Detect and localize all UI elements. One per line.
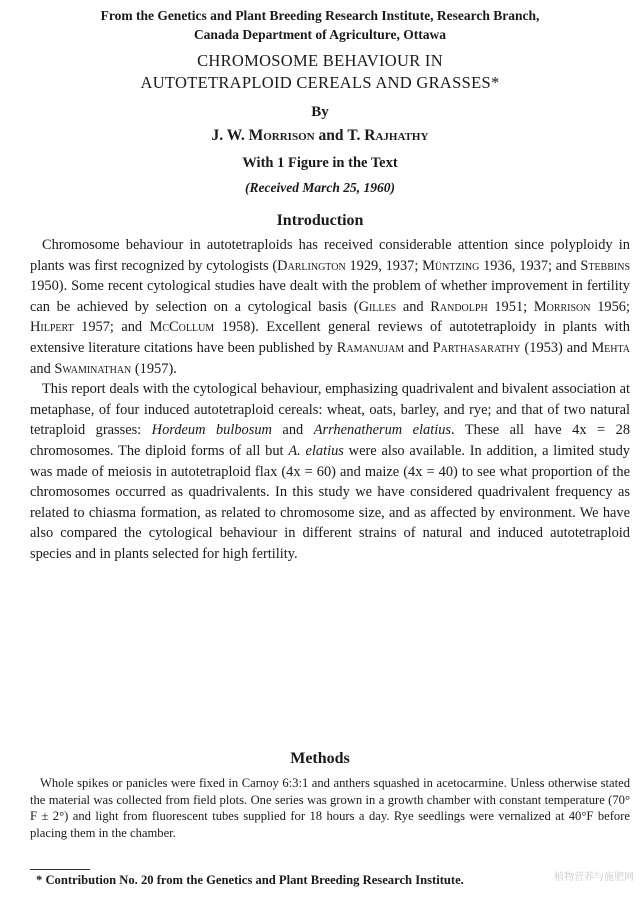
text-run: and [396, 298, 431, 315]
title-line-1: CHROMOSOME BEHAVIOUR IN [197, 51, 443, 70]
author-1: J. W. Morrison [211, 127, 315, 144]
text-run: 1936, 1937; and [479, 257, 581, 274]
figure-note: With 1 Figure in the Text [242, 155, 398, 171]
citation-author: Randolph [430, 298, 488, 315]
text-run: 1929, 1937; [345, 257, 423, 274]
citation-author: Ramanujam [336, 339, 405, 356]
methods-heading: Methods [290, 750, 350, 767]
footnote-divider [30, 869, 90, 870]
species-name: Hordeum bulbosum [151, 422, 272, 439]
text-run: and [404, 339, 433, 356]
text-run: 1957; and [73, 319, 150, 336]
intro-paragraph-1 [30, 235, 630, 379]
citation-author: Hilpert [30, 319, 74, 336]
text-run: 1956; [590, 298, 630, 315]
citation-author: Gilles [358, 298, 397, 315]
text-run: (1953) and [520, 339, 592, 356]
citation-author: Mehta [591, 339, 630, 356]
paper-title [20, 50, 620, 94]
affiliation-line-2: Canada Department of Agriculture, Ottawa [193, 27, 447, 42]
citation-author: Morrison [533, 298, 591, 315]
affiliation [10, 6, 630, 44]
title-line-2: AUTOTETRAPLOID CEREALS AND GRASSES* [140, 73, 500, 92]
intro-paragraph-2 [30, 379, 630, 564]
introduction-body [30, 235, 630, 565]
citation-author: Darlington [277, 257, 346, 274]
species-name: Arrhenatherum elatius [313, 422, 452, 439]
methods-paragraph-1: Whole spikes or panicles were fixed in Carnoy 6:3:1 and anthers squashed in acetocarmine. Unless otherwise stated the material was collected from field plots. One series was grown in a growth chamber with constant temperature (70° F ± 2°) and light from fluorescent tubes supplied for 18 hours a day. Rye seedlings were vernalized at 40°F before placing them in the chamber. [30, 776, 630, 840]
text-run: (1957). [131, 360, 177, 377]
affiliation-line-1: From the Genetics and Plant Breeding Research Institute, Research Branch, [100, 8, 540, 23]
citation-author: McCollum [149, 319, 215, 336]
received-date: (Received March 25, 1960) [245, 180, 395, 195]
text-run: Chromosome behaviour in autotetraploids has received considerable attention since polyploidy in plants was first recognized by cytologists ( [30, 237, 630, 274]
methods-body [30, 775, 630, 841]
species-name: A. elatius [288, 442, 344, 459]
citation-author: Stebbins [580, 257, 631, 274]
introduction-heading: Introduction [276, 212, 364, 229]
by-line: By [311, 104, 329, 120]
citation-author: Swaminathan [54, 360, 132, 377]
author-2: T. Rajhathy [347, 127, 429, 144]
text-run: 1950). Some recent cytological studies have dealt with the problem of whether improvement in fertility can be achieved by selection on a cytological basis ( [30, 278, 630, 315]
citation-author: Parthasarathy [432, 339, 521, 356]
text-run: . These all have 4x = 28 chromosomes. The diploid forms of all but [30, 422, 631, 459]
text-run: This report deals with the cytological behaviour, emphasizing quadrivalent and bivalent association at metaphase, of four induced autotetraploid cereals: wheat, oats, barley, and rye; and that of two natural tetraploid grasses: [30, 381, 630, 439]
citation-author: Müntzing [422, 257, 480, 274]
text-run: were also available. In addition, a limited study was made of meiosis in autotetraploid flax (4x = 60) and maize (4x = 40) to see what proportion of the chromosomes occurred as quadrivalents. In this study we have considered quadrivalent frequency as related to chiasma formation, as related to chromosome size, and as affected by environment. We have also compared the cytological behaviour in different strains of natural and induced autotetraploid species and in plants selected for high fertility. [30, 442, 631, 562]
footnote: * Contribution No. 20 from the Genetics and Plant Breeding Research Institute. [36, 873, 464, 887]
text-run: 1958). Excellent general reviews of autotetraploidy in plants with extensive literature citations have been published by [30, 319, 630, 356]
text-run: and [30, 360, 55, 377]
watermark: 植物营养与施肥网 [554, 872, 634, 883]
authors-and: and [318, 127, 344, 144]
authors [0, 127, 640, 145]
text-run: 1951; [487, 298, 534, 315]
text-run: and [271, 422, 314, 439]
